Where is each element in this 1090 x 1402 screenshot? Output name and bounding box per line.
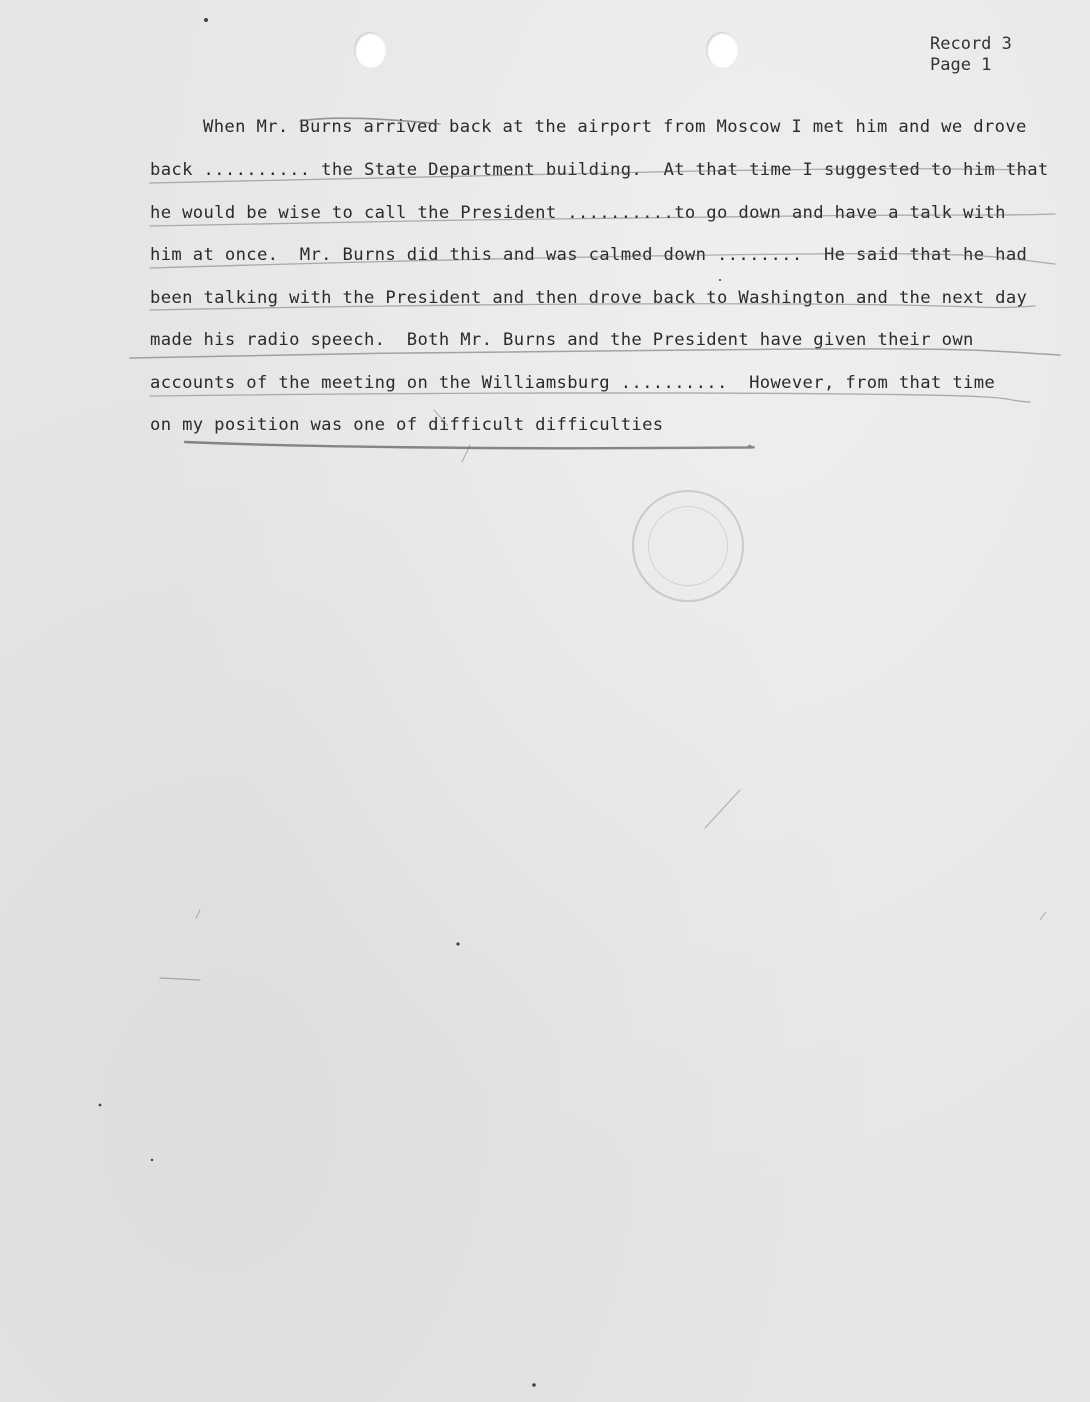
body-line: he would be wise to call the President ..........to go down and have a talk with	[150, 203, 1006, 223]
record-number: Record 3	[930, 34, 1012, 54]
body-line: made his radio speech. Both Mr. Burns and the President have given their own	[150, 330, 974, 350]
body-line: When Mr. Burns arrived back at the airport from Moscow I met him and we drove	[203, 117, 1027, 137]
body-text	[0, 0, 1090, 460]
archive-stamp-inner-ring	[648, 506, 728, 586]
body-line: been talking with the President and then drove back to Washington and the next day	[150, 288, 1028, 308]
body-line: him at once. Mr. Burns did this and was calmed down ........ He said that he had	[150, 245, 1028, 265]
page-number: Page 1	[930, 55, 992, 75]
body-line: back .......... the State Department building. At that time I suggested to him that	[150, 160, 1049, 180]
archive-stamp	[632, 490, 744, 602]
body-line: on my position was one of difficult difficulties	[150, 415, 664, 435]
body-line: accounts of the meeting on the Williamsburg .......... However, from that time	[150, 373, 996, 393]
